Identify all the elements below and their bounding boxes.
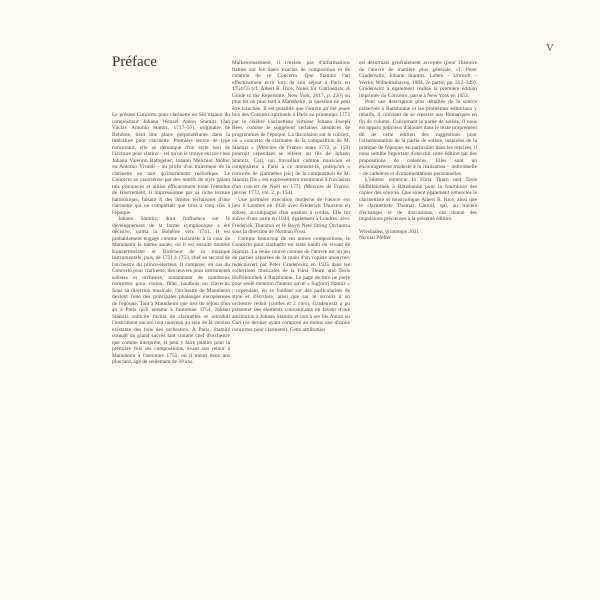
- signature-place-date: Wiesbaden, printemps 2021: [359, 228, 420, 235]
- paragraph: Malheureusement, il n'existe pas d'informations fiables sur les dates exactes de composition et de création de ce Concerto. Que Stamitz l'ait effectivement écrit lors de son séjour à Paris en 1754/55 (cf. Albert R. Rice, Notes for Clarinetists. A Guide to the Repertoire, New York, 2017, p. 220) ou plus tôt ou plus tard à Mannheim, la question ne peut être tranchée. Il est possible que l'œuvre ait été jouée lors des Concerts spirituels à Paris au printemps 1772 par le célèbre clarinettiste virtuose Johann Joseph Beer, comme le suggèrent certaines annonces de programmes de l'époque. La discussion sur le concert, où « concerto de clarinette de la composition de M. Stamitz » (Mercure de France, mars 1772, p. 159) pourrait cependant se référer au fils de Johann Stamitz, Carl, qui travaillait comme musicien et compositeur à Paris à ce moment-là, puisqu'un « concerto de clarinettes [sic] de la composition de M. Stamitz fils » est expressément mentionné à l'occasion d'un concert de Noël en 1771 (Mercure de France, janvier 1772, vol. 2, p. 154).: [232, 60, 350, 196]
- page-number: V: [546, 42, 554, 54]
- text-column-3: [359, 60, 477, 242]
- paragraph: Le présent Concerto pour clarinette en Sib majeur du compositeur Johann Wenzel Anton Stamitz (Jan Václav Antonín Stamic, 1717–57), originaire de Bohême, tient une place prépondérante dans la littérature pour clarinette. Première œuvre de type concertant, elle se démarque d'un style issu de l'écriture pour clarino – tel qu'on le trouve encore chez Johann Valentin Rathgeber, Johann Melchior Molter ou Antonio Vivaldi – au profit d'un traitement de la clarinette en tant qu'instrument mélodique. Le Concerto se caractérise par des motifs de style galant très prononcés et utilise efficacement toute l'étendue de l'instrument; il impressionne par sa riche texture harmonique, faisant fi des limites techniques d'une clarinette qui ne comportait que trois à cinq clés à l'époque.: [112, 112, 230, 216]
- paragraph: Une première exécution moderne de l'œuvre eut lieu à Londres en 1936 avec Frederick Thurston en soliste, accompagné d'un quatuor à cordes. Elle fut suivie d'une autre en 1944, également à Londres, avec Frederick Thurston et le Boyd Neel String Orchestra sous la direction de Norman Frost.: [232, 196, 350, 235]
- page-title: Préface: [112, 54, 157, 70]
- paragraph: L'éditeur remercie la Fürst Thurn und Taxis Hofbibliothek à Ratisbonne pour la fourniture des copies des sources. Que soient également remerciés le clarinettiste et musicologue Albert R. Rice, ainsi que le clarinettiste Thomas Carroll, qui, au travers d'échanges et de discussions, ont donné des impulsions précieuses à la présente édition.: [359, 177, 477, 222]
- paragraph: Comme beaucoup de ses autres compositions, le Concerto pour clarinette est resté inédit du vivant de Stamitz. La seule source connue de l'œuvre est un jeu de parties séparées de la main d'un copiste anonyme, redécouvert par Peter Gradenwitz en 1935 dans les collections musicales de la Fürst Thurn und Taxis Hofbibliothek à Ratisbonne. La page de titre ne porte pour seule mention d'auteur qu'un « Sig[nor] Stamiz » ; cependant, en se fondant sur des particularités de style et d'écriture, ainsi que sur le recours à un orchestre réduit (cordes et 2 cors), Gradenwitz a pu présenter des éléments convaincants en faveur d'une attribution à Johann Stamitz et non à ses fils Anton ou Carl (ce dernier ayant composé au moins une dizaine concertos pour clarinette). Cette attribution: [232, 235, 350, 333]
- text-column-2: [232, 60, 350, 333]
- paragraph: Johann Stamitz, dont l'influence sur le développement de la forme symphonique a été décisive, quitta la Bohême vers 1741. Il est probablement engagé comme violoniste à la cour de Mannheim la même année, où il est ensuite nommé Konzertmeister et Directeur de la musique instrumentale, puis, de 1751 à 1753, chef en second de l'orchestre du prince-électeur. Il compose, en sus du Concerto pour clarinette, des œuvres pour instruments solistes et orchestre, notamment de nombreux concertos pour violon, flûte, hautbois ou clavecin. Sous sa direction musicale, l'orchestre de Mannheim devient l'une des principales phalanges européennes de l'époque. Tant à Mannheim que lors du séjour d'un an à Paris qu'il entame à l'automne 1754, Johann Stamitz sollicite l'achat de clarinettes et introduit l'instrument encore tout nouveau au sein de la version existante des bois des orchestres. À Paris, Stamitz connaît un grand succès tant comme chef d'orchestre que comme interprète, et peut y faire publier pour la première fois ses compositions, avant son retour à Mannheim à l'automne 1755, où il meurt deux ans plus tard, âgé de seulement de 39 ans.: [112, 216, 230, 365]
- signature-name: Nicolai Pfeffer: [359, 235, 392, 241]
- paragraph: Pour une description plus détaillée de la source préservée à Ratisbonne et les problèmes éditoriaux y relatifs, il convient de se reporter aux Remarques en fin de volume. Concernant la partie de soliste, il nous est apparu judicieux d'ajouter dans le texte proprement dit de cette édition des suggestions pour l'ornementation de la partie de soliste, inspirées de la pratique de l'époque, en particulier dans les reprises; il nous semble important d'enrichir cette édition par des propositions de cadences. Elles sont un encouragement modeste à la réalisation – individuelle – de cadences et d'ornementations personnelles.: [359, 99, 477, 177]
- text-column-1: [112, 112, 230, 366]
- paragraph: est désormais généralement acceptée (pour l'histoire de l'œuvre de manière plus générale, cf. Peter Gradenwitz, Johann Stamitz. Leben – Umwelt – Werke, Wilhelmshaven, 1984, 2e partie, pp. 312–349). Gradenwitz a également réalisé la première édition imprimée du Concerto, parue à New York en 1953.: [359, 60, 477, 99]
